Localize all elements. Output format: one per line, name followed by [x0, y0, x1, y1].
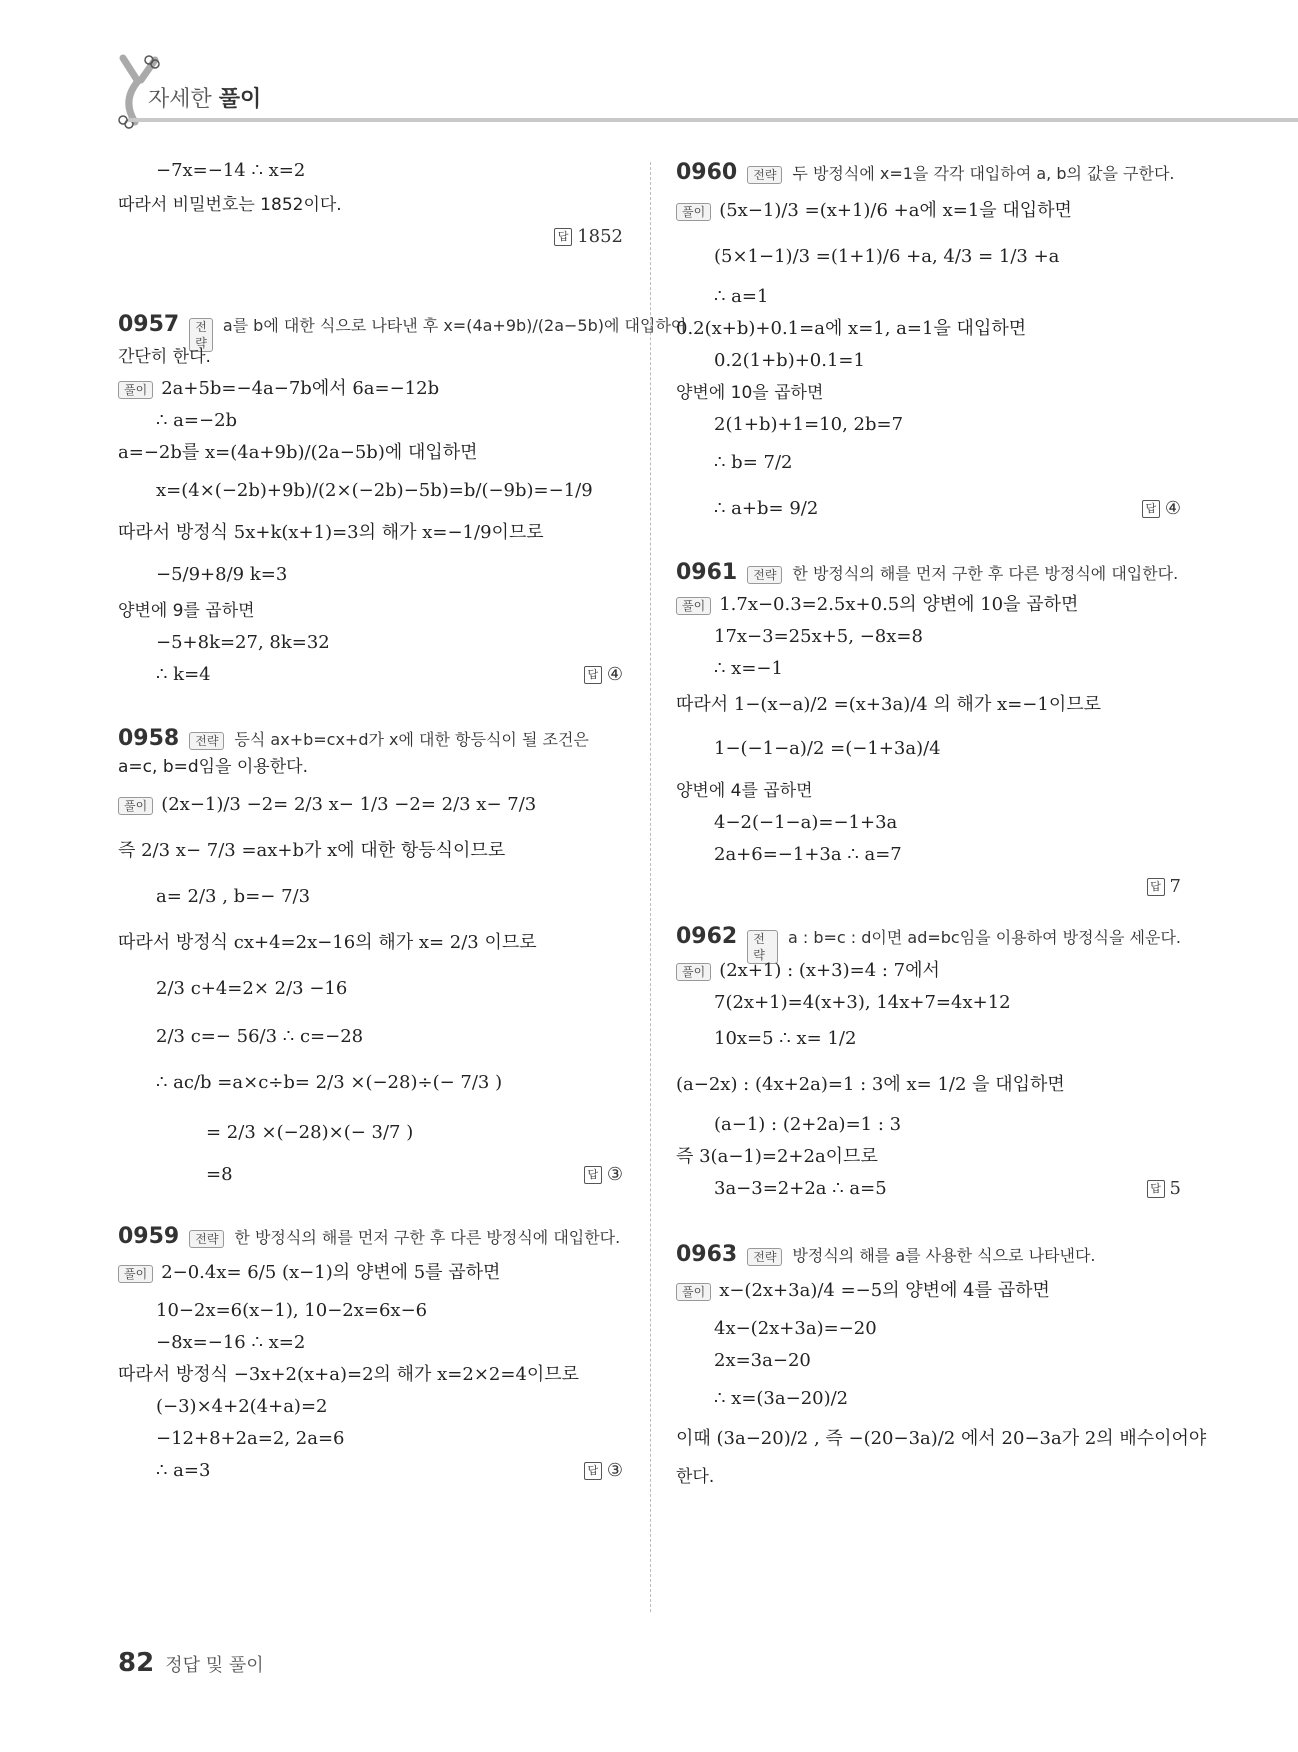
solution-step: ∴ x=−1	[714, 658, 783, 679]
strategy-text: 방정식의 해를 a를 사용한 식으로 나타낸다.	[792, 1246, 1096, 1265]
answer-mark	[584, 1460, 623, 1481]
problem-number: 0961	[676, 560, 738, 585]
answer-value: ④	[606, 664, 623, 685]
solution-step: = 2/3 ×(−28)×(− 3/7 )	[206, 1122, 414, 1143]
solution-line	[676, 960, 940, 982]
problem-header	[676, 1242, 1096, 1267]
solution-step: 2x=3a−20	[714, 1350, 811, 1371]
problem-number: 0962	[676, 924, 738, 949]
solution-step: ∴ k=4	[156, 664, 211, 685]
solution-line	[118, 1262, 500, 1284]
solution-step: 따라서 1−(x−a)/2 =(x+3a)/4 의 해가 x=−1이므로	[676, 694, 1101, 715]
page-number: 82	[118, 1648, 155, 1678]
solution-tag: 풀이	[676, 1283, 711, 1301]
solution-text: (2x−1)/3 −2= 2/3 x− 1/3 −2= 2/3 x− 7/3	[161, 794, 537, 815]
strategy-text: a : b=c : d이면 ad=bc임을 이용하여 방정식을 세운다.	[787, 928, 1181, 947]
solution-step: 4−2(−1−a)=−1+3a	[714, 812, 898, 833]
solution-step: 17x−3=25x+5, −8x=8	[714, 626, 923, 647]
solution-tag: 풀이	[118, 1265, 153, 1283]
page-header	[0, 0, 1298, 140]
strategy-tag: 전략	[747, 1248, 782, 1266]
answer-mark	[1142, 498, 1181, 519]
solution-step: (5×1−1)/3 =(1+1)/6 +a, 4/3 = 1/3 +a	[714, 246, 1060, 267]
solution-step: =8	[206, 1164, 233, 1185]
strategy-text: 한 방정식의 해를 먼저 구한 후 다른 방정식에 대입한다.	[792, 564, 1179, 583]
solution-step: −5+8k=27, 8k=32	[156, 632, 330, 653]
strategy-text: a를 b에 대한 식으로 나타낸 후 x=(4a+9b)/(2a−5b)에 대입하여	[222, 316, 687, 335]
problem-number: 0957	[118, 312, 180, 337]
answer-icon: 답	[584, 666, 602, 684]
solution-line	[676, 200, 1072, 222]
solution-step: 양변에 9를 곱하면	[118, 601, 255, 621]
strategy-tag: 전략	[189, 1230, 224, 1248]
solution-step: 따라서 방정식 −3x+2(x+a)=2의 해가 x=2×2=4이므로	[118, 1364, 580, 1385]
strategy-text: 한 방정식의 해를 먼저 구한 후 다른 방정식에 대입한다.	[234, 1228, 621, 1247]
solution-step: ∴ b= 7/2	[714, 452, 793, 473]
strategy-tag: 전략	[189, 318, 213, 352]
solution-step: (a−2x) : (4x+2a)=1 : 3에 x= 1/2 을 대입하면	[676, 1074, 1065, 1095]
solution-tag: 풀이	[676, 963, 711, 981]
strategy-text: 두 방정식에 x=1을 각각 대입하여 a, b의 값을 구한다.	[792, 164, 1175, 183]
answer-icon: 답	[1147, 1180, 1165, 1198]
solution-line	[676, 594, 1078, 616]
strategy-tag: 전략	[747, 566, 782, 584]
answer-icon: 답	[584, 1462, 602, 1480]
solution-step: 2a+6=−1+3a ∴ a=7	[714, 844, 902, 865]
problem-header	[118, 726, 589, 751]
strategy-text: 등식 ax+b=cx+d가 x에 대한 항등식이 될 조건은	[234, 730, 589, 749]
solution-step: 따라서 방정식 cx+4=2x−16의 해가 x= 2/3 이므로	[118, 932, 537, 953]
solution-step: ∴ a=3	[156, 1460, 211, 1481]
solution-step: −8x=−16 ∴ x=2	[156, 1332, 306, 1353]
answer-value: ③	[606, 1164, 623, 1185]
strategy-tag: 전략	[747, 930, 778, 964]
solution-text: 2−0.4x= 6/5 (x−1)의 양변에 5를 곱하면	[161, 1262, 501, 1283]
answer-value: 1852	[577, 226, 623, 247]
solution-step: 이때 (3a−20)/2 , 즉 −(20−3a)/2 에서 20−3a가 2의 배수이어야	[676, 1428, 1207, 1449]
solution-step: 7(2x+1)=4(x+3), 14x+7=4x+12	[714, 992, 1011, 1013]
solution-text: (2x+1) : (x+3)=4 : 7에서	[719, 960, 940, 981]
solution-tag: 풀이	[118, 381, 153, 399]
solution-step: a=c, b=d임을 이용한다.	[118, 757, 308, 777]
solution-step: 3a−3=2+2a ∴ a=5	[714, 1178, 887, 1199]
solution-text: 2a+5b=−4a−7b에서 6a=−12b	[161, 378, 440, 399]
answer-mark	[1147, 1178, 1181, 1199]
solution-step: 따라서 방정식 5x+k(x+1)=3의 해가 x=−1/9이므로	[118, 522, 544, 543]
solution-step: 0.2(x+b)+0.1=a에 x=1, a=1을 대입하면	[676, 318, 1027, 339]
solution-step: 따라서 비밀번호는 1852이다.	[118, 195, 342, 215]
answer-icon: 답	[584, 1166, 602, 1184]
solution-step: ∴ a=1	[714, 286, 769, 307]
header-bold: 풀이	[218, 87, 262, 112]
solution-tag: 풀이	[676, 203, 711, 221]
answer-value: 7	[1169, 876, 1181, 897]
solution-step: ∴ ac/b =a×c÷b= 2/3 ×(−28)÷(− 7/3 )	[156, 1072, 503, 1093]
solution-text: 1.7x−0.3=2.5x+0.5의 양변에 10을 곱하면	[719, 594, 1079, 615]
answer-mark	[584, 1164, 623, 1185]
answer-mark	[1147, 876, 1181, 897]
solution-step: ∴ a=−2b	[156, 410, 238, 431]
problem-number: 0960	[676, 160, 738, 185]
solution-step: 4x−(2x+3a)=−20	[714, 1318, 877, 1339]
solution-step: 즉 2/3 x− 7/3 =ax+b가 x에 대한 항등식이므로	[118, 840, 506, 861]
solution-line	[118, 378, 439, 400]
answer-icon: 답	[1142, 500, 1160, 518]
problem-number: 0959	[118, 1224, 180, 1249]
solution-step: (a−1) : (2+2a)=1 : 3	[714, 1114, 902, 1135]
solution-text: x−(2x+3a)/4 =−5의 양변에 4를 곱하면	[719, 1280, 1050, 1301]
solution-step: 2/3 c+4=2× 2/3 −16	[156, 978, 348, 999]
solution-step: 즉 3(a−1)=2+2a이므로	[676, 1146, 878, 1167]
problem-header	[118, 1224, 620, 1249]
answer-icon: 답	[1147, 878, 1165, 896]
solution-step: 양변에 10을 곱하면	[676, 383, 824, 403]
solution-line	[118, 794, 536, 816]
solution-step: 양변에 4를 곱하면	[676, 781, 813, 801]
strategy-tag: 전략	[189, 732, 224, 750]
solution-step: 한다.	[676, 1467, 715, 1487]
solution-step: (−3)×4+2(4+a)=2	[156, 1396, 328, 1417]
problem-number: 0958	[118, 726, 180, 751]
answer-value: ③	[606, 1460, 623, 1481]
solution-step: ∴ x=(3a−20)/2	[714, 1388, 849, 1409]
answer-mark	[554, 226, 623, 247]
problem-header	[676, 560, 1178, 585]
solution-step: −7x=−14 ∴ x=2	[156, 160, 306, 181]
header-title	[148, 82, 261, 113]
solution-step: ∴ a+b= 9/2	[714, 498, 819, 519]
solution-line	[676, 1280, 1050, 1302]
solution-step: 0.2(1+b)+0.1=1	[714, 350, 865, 371]
solution-tag: 풀이	[676, 597, 711, 615]
solution-tag: 풀이	[118, 797, 153, 815]
solution-step: a= 2/3 , b=− 7/3	[156, 886, 311, 907]
problem-header	[676, 160, 1175, 185]
answer-mark	[584, 664, 623, 685]
answer-value: ④	[1164, 498, 1181, 519]
problem-number: 0963	[676, 1242, 738, 1267]
solution-step: 10x=5 ∴ x= 1/2	[714, 1028, 857, 1049]
solution-text: (5x−1)/3 =(x+1)/6 +a에 x=1을 대입하면	[719, 200, 1072, 221]
header-rule	[128, 118, 1298, 122]
solution-step: 2(1+b)+1=10, 2b=7	[714, 414, 904, 435]
solution-step: −5/9+8/9 k=3	[156, 564, 288, 585]
solution-step: 1−(−1−a)/2 =(−1+3a)/4	[714, 738, 941, 759]
solution-step: 간단히 한다.	[118, 347, 211, 367]
solution-step: 2/3 c=− 56/3 ∴ c=−28	[156, 1026, 364, 1047]
header-prefix: 자세한	[148, 87, 212, 112]
solution-step: −12+8+2a=2, 2a=6	[156, 1428, 345, 1449]
footer-text: 정답 및 풀이	[165, 1655, 264, 1676]
solution-step: 10−2x=6(x−1), 10−2x=6x−6	[156, 1300, 428, 1321]
page-footer	[118, 1648, 264, 1678]
answer-value: 5	[1169, 1178, 1181, 1199]
solution-step: x=(4×(−2b)+9b)/(2×(−2b)−5b)=b/(−9b)=−1/9	[156, 480, 593, 501]
problem-header	[676, 924, 1181, 964]
strategy-tag: 전략	[747, 166, 782, 184]
solution-step: a=−2b를 x=(4a+9b)/(2a−5b)에 대입하면	[118, 442, 478, 463]
answer-icon: 답	[554, 228, 572, 246]
column-divider	[650, 162, 651, 1612]
